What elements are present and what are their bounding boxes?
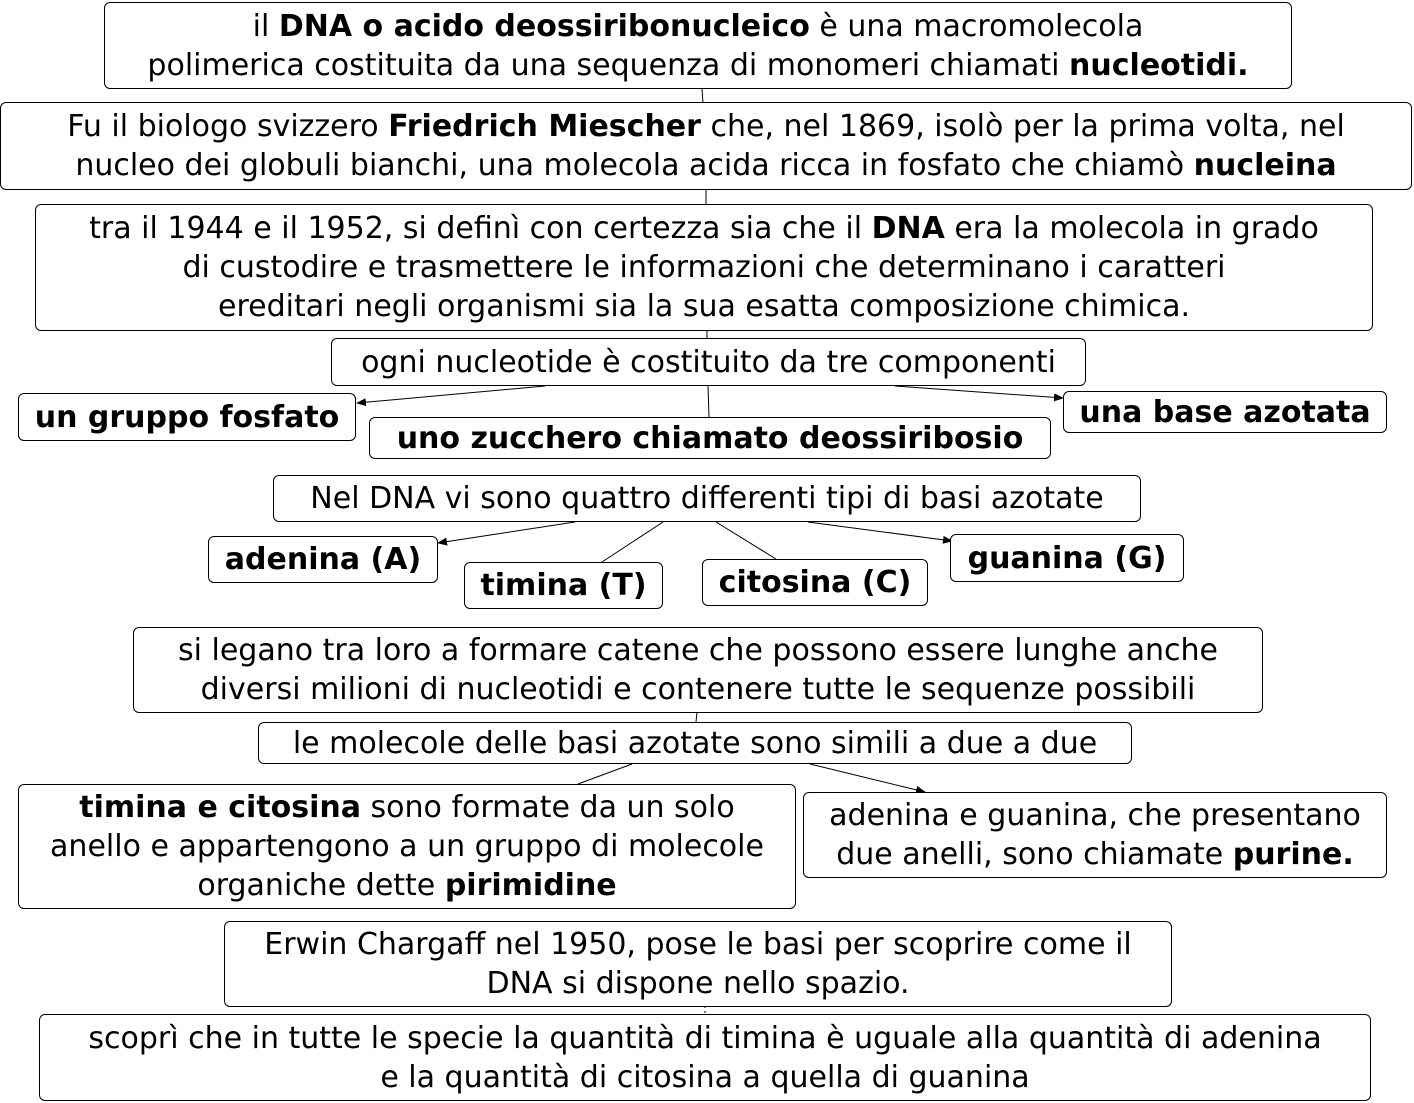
- keyword-nucleotidi: nucleotidi.: [1069, 47, 1249, 83]
- node-purine[interactable]: adenina e guanina, che presentano due anelli, sono chiamate purine.: [803, 792, 1387, 878]
- node-dna-definition[interactable]: il DNA o acido deossiribonucleico è una macromolecola polimerica costituita da una sequenza di monomeri chiamati nucleotidi.: [104, 2, 1292, 89]
- keyword-nucleina: nucleina: [1193, 148, 1337, 183]
- node-chargaff[interactable]: Erwin Chargaff nel 1950, pose le basi per scoprire come il DNA si dispone nello spazio.: [224, 921, 1172, 1007]
- arrow-n14-n16: [810, 764, 925, 792]
- keyword-dna-full-name: DNA o acido deossiribonucleico: [278, 8, 810, 44]
- node-timina[interactable]: timina (T): [464, 562, 663, 609]
- connector-n1-n2: [702, 89, 703, 103]
- node-base-azotata[interactable]: una base azotata: [1063, 391, 1387, 433]
- keyword-purine: purine.: [1232, 837, 1354, 872]
- keyword-dna: DNA: [871, 211, 945, 246]
- node-chargaff-rules[interactable]: scoprì che in tutte le specie la quantità di timina è uguale alla quantità di adenina e la quantità di citosina a quella di guanina: [39, 1014, 1371, 1101]
- arrow-n8-n12: [808, 522, 952, 541]
- node-pirimidine[interactable]: timina e citosina sono formate da un solo anello e appartengono a un gruppo di molecole organiche dette pirimidine: [18, 784, 796, 909]
- node-gruppo-fosfato[interactable]: un gruppo fosfato: [18, 393, 356, 441]
- node-nucleotide-components[interactable]: ogni nucleotide è costituito da tre componenti: [331, 338, 1086, 386]
- connector-n8-n11: [716, 522, 776, 559]
- keyword-pirimidine: pirimidine: [444, 868, 617, 903]
- node-basi-simili[interactable]: le molecole delle basi azotate sono simili a due a due: [258, 722, 1132, 764]
- keyword-friedrich-miescher: Friedrich Miescher: [388, 109, 701, 144]
- arrow-n4-n5: [357, 386, 545, 403]
- node-catene[interactable]: si legano tra loro a formare catene che possono essere lunghe anche diversi milioni di nucleotidi e contenere tutte le sequenze possibili: [133, 627, 1263, 713]
- arrow-n8-n9: [438, 522, 575, 543]
- keyword-timina-citosina: timina e citosina: [79, 790, 362, 825]
- connector-n13-n14: [696, 712, 697, 722]
- connector-n4-n6: [708, 386, 709, 417]
- connector-n8-n10: [602, 522, 663, 562]
- node-guanina[interactable]: guanina (G): [950, 534, 1184, 582]
- node-citosina[interactable]: citosina (C): [702, 559, 928, 606]
- node-miescher[interactable]: Fu il biologo svizzero Friedrich Miescher che, nel 1869, isolò per la prima volta, nel nucleo dei globuli bianchi, una molecola acida ricca in fosfato che chiamò nucleina: [0, 102, 1412, 190]
- node-dna-1944-1952[interactable]: tra il 1944 e il 1952, si definì con certezza sia che il DNA era la molecola in grado di custodire e trasmettere le informazioni che determinano i caratteri ereditari negli organismi sia la sua esatta composizione chimica.: [35, 204, 1373, 331]
- arrow-n4-n7: [895, 386, 1063, 398]
- node-adenina[interactable]: adenina (A): [208, 536, 438, 583]
- node-deossiribosio[interactable]: uno zucchero chiamato deossiribosio: [369, 417, 1051, 459]
- connector-n14-n15: [578, 764, 632, 784]
- node-four-bases[interactable]: Nel DNA vi sono quattro differenti tipi di basi azotate: [273, 475, 1141, 522]
